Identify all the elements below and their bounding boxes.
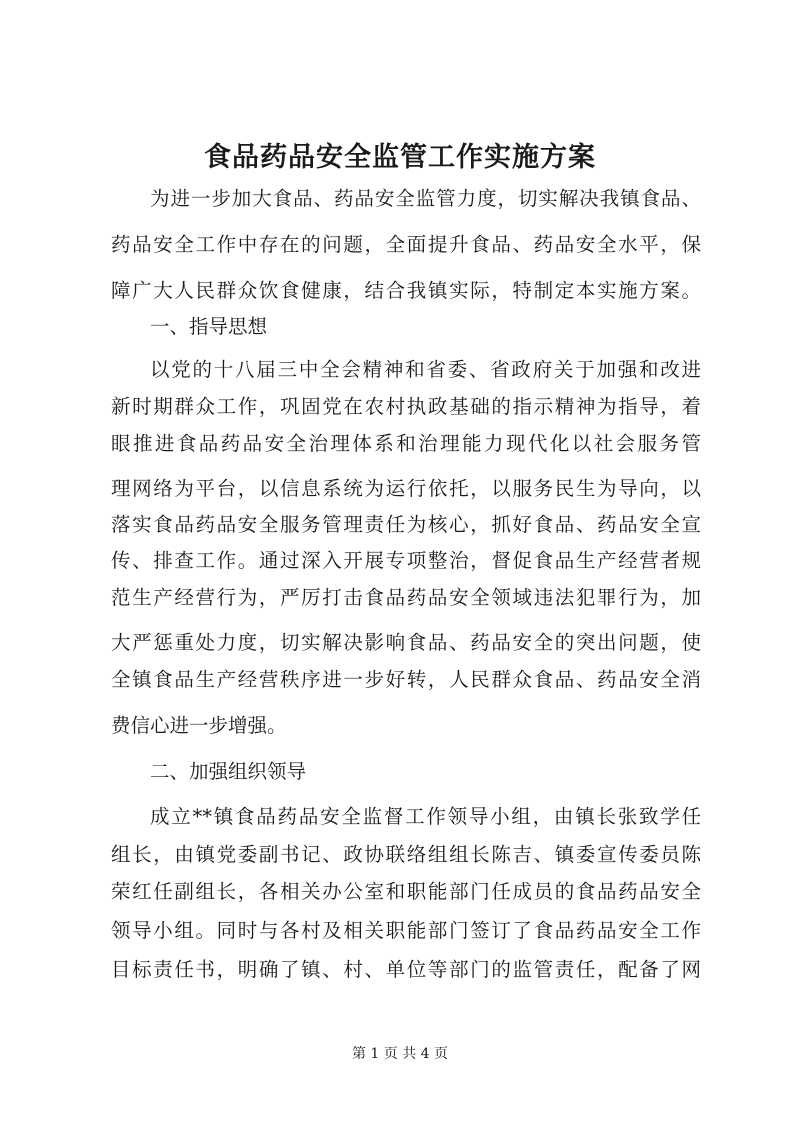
paragraph-line: 理网络为平台，以信息系统为运行依托，以服务民生为导向，以 — [111, 477, 701, 500]
section-heading: 一、指导思想 — [150, 315, 268, 338]
paragraph-line: 费信心进一步增强。 — [111, 714, 287, 737]
paragraph-line: 范生产经营行为，严厉打击食品药品安全领域违法犯罪行为，加 — [111, 586, 701, 609]
paragraph-line: 大严惩重处力度，切实解决影响食品、药品安全的突出问题，使 — [111, 631, 701, 654]
paragraph-line: 落实食品药品安全服务管理责任为核心，抓好食品、药品安全宣 — [111, 513, 701, 536]
paragraph-line: 传、排查工作。通过深入开展专项整治，督促食品生产经营者规 — [111, 549, 701, 572]
paragraph-line: 目标责任书，明确了镇、村、单位等部门的监管责任，配备了网 — [111, 958, 701, 981]
paragraph-line: 组长，由镇党委副书记、政协联络组组长陈吉、镇委宣传委员陈 — [111, 843, 701, 866]
paragraph-line: 荣红任副组长，各相关办公室和职能部门任成员的食品药品安全 — [111, 880, 701, 903]
paragraph-line: 药品安全工作中存在的问题，全面提升食品、药品安全水平，保 — [111, 233, 701, 256]
paragraph-line: 新时期群众工作，巩固党在农村执政基础的指示精神为指导，着 — [111, 395, 701, 418]
paragraph-line: 领导小组。同时与各村及相关职能部门签订了食品药品安全工作 — [111, 919, 701, 942]
document-title: 食品药品安全监管工作实施方案 — [204, 142, 596, 173]
page-footer: 第 1 页 共 4 页 — [351, 1046, 449, 1062]
paragraph-line: 成立**镇食品药品安全监督工作领导小组，由镇长张致学任 — [150, 805, 701, 828]
paragraph-line: 以党的十八届三中全会精神和省委、省政府关于加强和改进 — [150, 358, 701, 381]
paragraph-line: 障广大人民群众饮食健康，结合我镇实际，特制定本实施方案。 — [111, 279, 701, 302]
section-heading: 二、加强组织领导 — [150, 760, 307, 783]
paragraph-line: 眼推进食品药品安全治理体系和治理能力现代化以社会服务管 — [111, 432, 701, 455]
paragraph-line: 全镇食品生产经营秩序进一步好转，人民群众食品、药品安全消 — [111, 668, 701, 691]
paragraph-line: 为进一步加大食品、药品安全监管力度，切实解决我镇食品、 — [150, 187, 701, 210]
